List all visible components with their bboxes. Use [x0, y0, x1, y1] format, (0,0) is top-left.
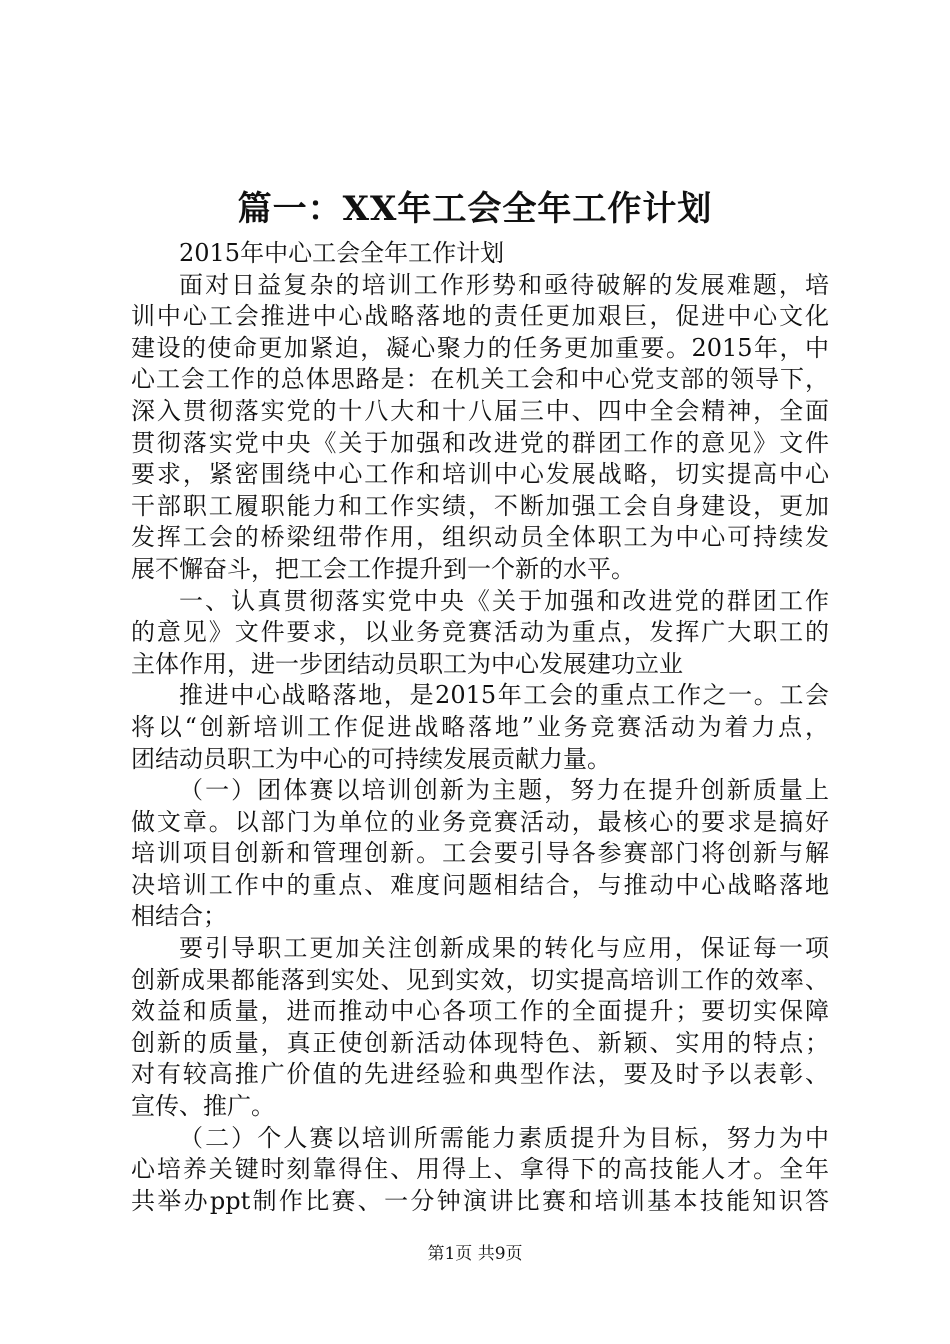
body-line: 建设的使命更加紧迫，凝心聚力的任务更加重要。2015年，中 [131, 333, 829, 362]
body-line: 2015年中心工会全年工作计划 [179, 239, 505, 267]
body-line: 决培训工作中的重点、难度问题相结合，与推动中心战略落地 [131, 870, 829, 899]
body-line: 深入贯彻落实党的十八大和十八届三中、四中全会精神，全面 [131, 396, 829, 425]
body-line: 展不懈奋斗，把工会工作提升到一个新的水平。 [131, 554, 635, 583]
body-line: 对有较高推广价值的先进经验和典型作法，要及时予以表彰、 [131, 1060, 829, 1089]
body-line: 的意见》文件要求，以业务竞赛活动为重点，发挥广大职工的 [131, 618, 829, 647]
body-line: 训中心工会推进中心战略落地的责任更加艰巨，促进中心文化 [131, 302, 829, 331]
body-line: 心工会工作的总体思路是：在机关工会和中心党支部的领导下， [131, 365, 829, 394]
body-line: 主体作用，进一步团结动员职工为中心发展建功立业 [131, 649, 683, 678]
body-line: 要引导职工更加关注创新成果的转化与应用，保证每一项 [179, 934, 829, 963]
body-line: 创新成果都能落到实处、见到实效，切实提高培训工作的效率、 [131, 965, 829, 994]
body-line: 干部职工履职能力和工作实绩，不断加强工会自身建设，更加 [131, 491, 829, 520]
body-line: 相结合； [131, 902, 227, 931]
body-line: 心培养关键时刻靠得住、用得上、拿得下的高技能人才。全年 [131, 1155, 829, 1184]
body-line: 发挥工会的桥梁纽带作用，组织动员全体职工为中心可持续发 [131, 523, 829, 552]
body-line: 要求，紧密围绕中心工作和培训中心发展战略，切实提高中心 [131, 460, 829, 489]
body-line: 共举办ppt制作比赛、一分钟演讲比赛和培训基本技能知识答 [131, 1186, 829, 1215]
body-line: 培训项目创新和管理创新。工会要引导各参赛部门将创新与解 [131, 839, 829, 868]
body-line: 推进中心战略落地，是2015年工会的重点工作之一。工会 [179, 681, 829, 710]
body-line: 将以“创新培训工作促进战略落地”业务竞赛活动为着力点， [131, 712, 829, 741]
body-line: 面对日益复杂的培训工作形势和亟待破解的发展难题，培 [179, 270, 829, 299]
document-title: 篇一：XX年工会全年工作计划 [237, 189, 713, 229]
document-body [131, 238, 829, 1217]
body-line: 团结动员职工为中心的可持续发展贡献力量。 [131, 744, 611, 773]
body-line: （一）团体赛以培训创新为主题，努力在提升创新质量上 [179, 776, 829, 805]
body-line: 宣传、推广。 [131, 1092, 275, 1121]
body-line: （二）个人赛以培训所需能力素质提升为目标，努力为中 [179, 1123, 829, 1152]
body-line: 贯彻落实党中央《关于加强和改进党的群团工作的意见》文件 [131, 428, 829, 457]
body-line: 创新的质量，真正使创新活动体现特色、新颖、实用的特点； [131, 1028, 829, 1057]
body-line: 一、认真贯彻落实党中央《关于加强和改进党的群团工作 [179, 586, 829, 615]
body-line: 做文章。以部门为单位的业务竞赛活动，最核心的要求是搞好 [131, 807, 829, 836]
body-line: 效益和质量，进而推动中心各项工作的全面提升；要切实保障 [131, 997, 829, 1026]
page-number-footer: 第1页 共9页 [427, 1244, 523, 1264]
